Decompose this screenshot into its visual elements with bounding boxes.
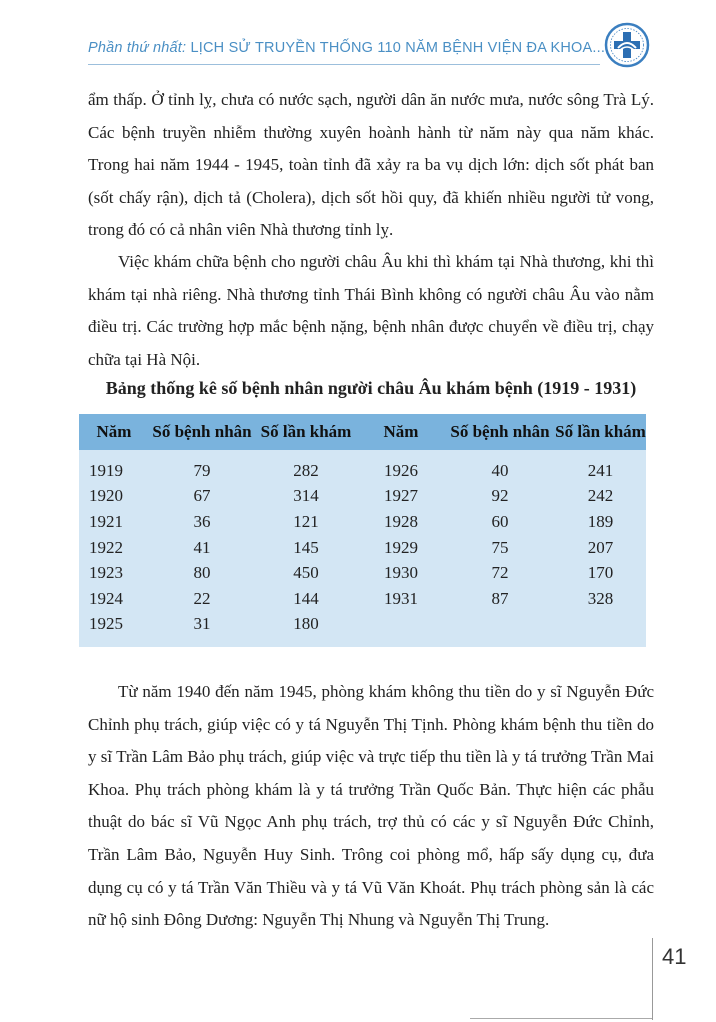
column-header-year: Năm	[96, 422, 132, 441]
table-cell: 1927	[384, 486, 418, 506]
paragraph-sanitation: ẩm thấp. Ở tỉnh lỵ, chưa có nước sạch, người dân ăn nước mưa, nước sông Trà Lý. Các bệnh truyền nhiễm thường xuyên hoành hành từ năm này qua năm khác. Trong hai năm 1944 - 1945, toàn tỉnh đã xảy ra ba vụ dịch lớn: dịch sốt phát ban (sốt chấy rận), dịch tả (Cholera), dịch sốt hồi quy, đã khiến nhiều người tử vong, trong đó có cả nhân viên Nhà thương tỉnh lỵ.	[88, 90, 654, 239]
footer-divider	[470, 1018, 652, 1019]
table-row	[79, 586, 646, 612]
table-cell: 1928	[384, 511, 418, 531]
table-cell: 36	[193, 511, 211, 531]
table-cell: 282	[293, 460, 319, 480]
table-cell: 189	[587, 511, 614, 531]
table-cell: 1924	[89, 588, 123, 608]
table-header-row	[79, 414, 646, 450]
table-cell: 144	[293, 588, 319, 608]
table-cell: 75	[491, 537, 509, 557]
table-cell: 1921	[89, 511, 123, 531]
column-header-visits-2: Số lần khám	[555, 422, 646, 441]
table-cell: 92	[491, 486, 509, 506]
table-row	[79, 535, 646, 561]
table-cell: 67	[193, 486, 211, 506]
table-cell: 1923	[89, 563, 123, 583]
table-cell: 1926	[384, 460, 418, 480]
table-cell: 1930	[384, 563, 418, 583]
table-cell: 145	[293, 537, 319, 557]
column-header-patients: Số bệnh nhân	[152, 422, 252, 441]
table-cell: 1931	[384, 588, 418, 608]
paragraph-european-patients: Việc khám chữa bệnh cho người châu Âu khi thì khám tại Nhà thương, khi thì khám tại nhà riêng. Nhà thương tỉnh Thái Bình không có người châu Âu vào nằm điều trị. Các trường hợp mắc bệnh nặng, bệnh nhân được chuyển về điều trị, chạy chữa tại Hà Nội.	[88, 252, 654, 369]
column-header-visits: Số lần khám	[260, 422, 352, 441]
table-cell: 207	[587, 537, 614, 557]
page-number-divider	[652, 938, 653, 1020]
table-cell: 40	[491, 460, 509, 480]
table-cell: 170	[587, 563, 614, 583]
table-cell: 1922	[89, 537, 123, 557]
table-cell: 121	[293, 511, 319, 531]
paragraph-clinic-staff: Từ năm 1940 đến năm 1945, phòng khám không thu tiền do y sĩ Nguyễn Đức Chỉnh phụ trách, giúp việc có y tá Nguyễn Thị Tịnh. Phòng khám bệnh thu tiền do y sĩ Trần Lâm Bảo phụ trách, giúp việc và trực tiếp thu tiền là y tá trưởng Trần Mai Khoa. Phụ trách phòng khám là y tá trưởng Trần Quốc Bản. Thực hiện các phẫu thuật do bác sĩ Vũ Ngọc Anh phụ trách, trợ thủ có các y sĩ Nguyễn Đức Chỉnh, Trần Lâm Bảo, Nguyễn Huy Sinh. Trông coi phòng mổ, hấp sấy dụng cụ, đưa dụng cụ có y tá Trần Văn Thiều và y tá Vũ Văn Khoát. Phụ trách phòng sản là các nữ hộ sinh Đông Dương: Nguyễn Thị Nhung và Nguyễn Thị Trung.	[88, 682, 654, 930]
column-header-year-2: Năm	[383, 422, 419, 441]
table-row	[79, 450, 646, 484]
table-cell: 180	[293, 614, 319, 634]
table-row	[79, 509, 646, 535]
table-cell: 450	[293, 563, 319, 583]
table-row	[79, 612, 646, 648]
table-cell: 328	[587, 588, 614, 608]
table-row	[79, 560, 646, 586]
header-title: LỊCH SỬ TRUYỀN THỐNG 110 NĂM BỆNH VIỆN ĐA KHOA...	[190, 40, 606, 56]
table-cell: 1919	[89, 460, 123, 480]
table-cell: 31	[193, 614, 211, 634]
table-cell: 41	[193, 537, 211, 557]
column-header-patients-2: Số bệnh nhân	[450, 422, 550, 441]
header-divider	[88, 64, 600, 65]
table-cell: 22	[193, 588, 211, 608]
table-cell: 314	[293, 486, 319, 506]
table-cell: 1920	[89, 486, 123, 506]
patient-statistics-table	[79, 414, 646, 647]
table-cell	[445, 612, 555, 648]
page-number: 41	[662, 944, 687, 969]
table-cell: 79	[193, 460, 211, 480]
table-cell	[357, 612, 445, 648]
table-cell: 60	[491, 511, 509, 531]
table-row	[79, 484, 646, 510]
table-title: Bảng thống kê số bệnh nhân người châu Âu khám bệnh (1919 - 1931)	[105, 378, 637, 398]
table-cell: 80	[193, 563, 211, 583]
hospital-logo-icon	[604, 22, 650, 68]
table-cell: 1929	[384, 537, 418, 557]
table-cell: 241	[587, 460, 614, 480]
table-cell: 1925	[89, 614, 123, 634]
table-cell: 72	[491, 563, 509, 583]
table-cell: 87	[491, 588, 509, 608]
table-cell	[555, 612, 646, 648]
header-part: Phần thứ nhất:	[88, 40, 187, 56]
table-cell: 242	[587, 486, 614, 506]
running-header	[88, 40, 606, 56]
